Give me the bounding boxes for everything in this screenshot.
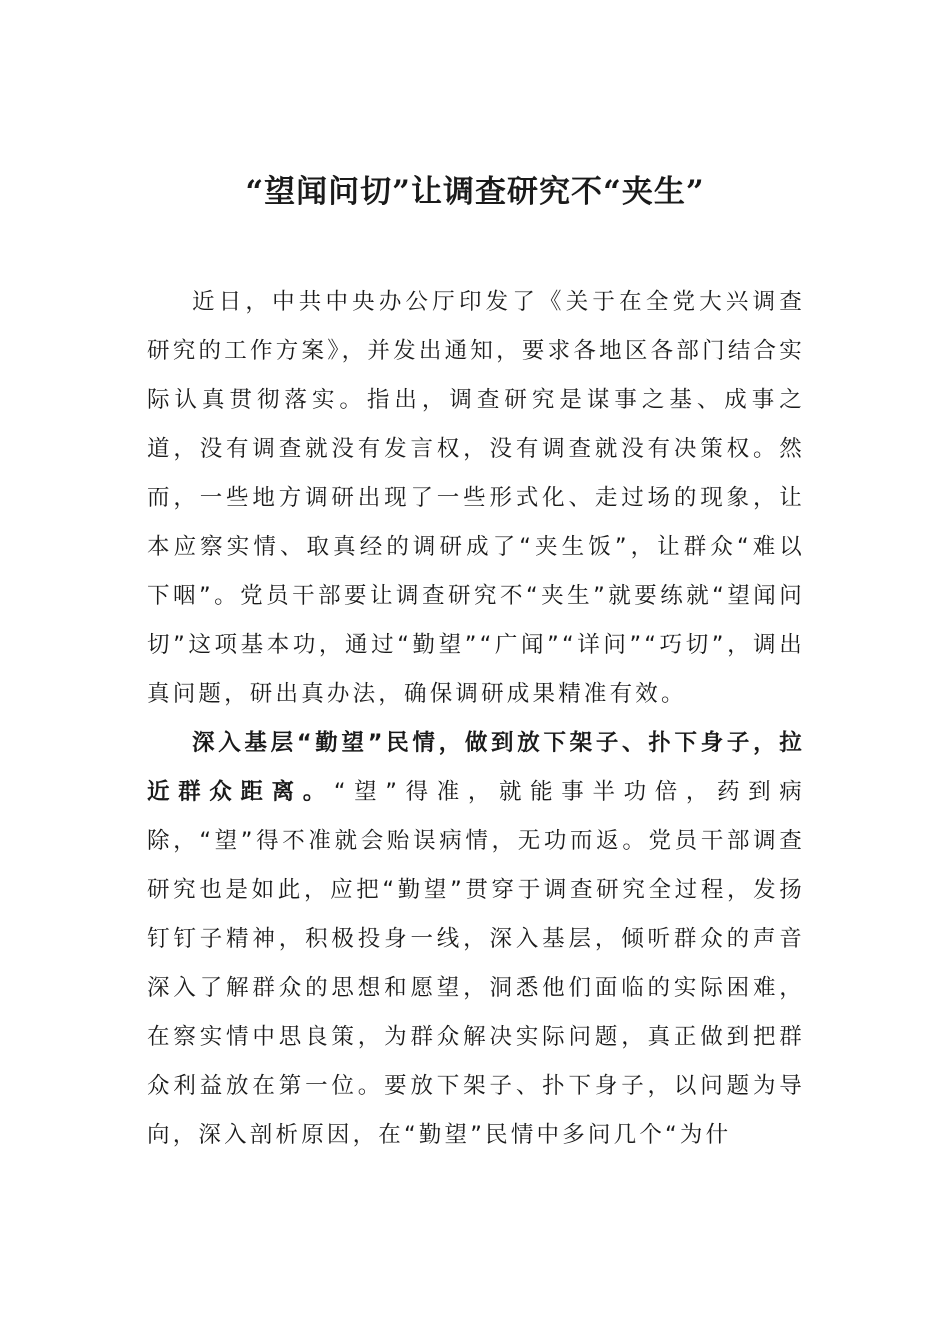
paragraph-lead: 深入基层“勤望”民情，做到放下架子、扑下身子，拉近群众距离。 — [147, 730, 805, 805]
paragraph-text: “望”得准，就能事半功倍，药到病除，“望”得不准就会贻误病情，无功而返。党员干部调查研究也是如此，应把“勤望”贯穿于调查研究全过程，发扬钉钉子精神，积极投身一线，深入基层，倾听群众的声音深入了解群众的思想和愿望，洞悉他们面临的实际困难，在察实情中思良策，为群众解决实际问题，真正做到把群众利益放在第一位。要放下架子、扑下身子，以问题为导向，深入剖析原因，在“勤望”民情中多问几个“为什 — [147, 779, 806, 1148]
paragraph-text: 近日，中共中央办公厅印发了《关于在全党大兴调查研究的工作方案》，并发出通知，要求各地区各部门结合实际认真贯彻落实。指出，调查研究是谋事之基、成事之道，没有调查就没有发言权，没有调查就没有决策权。然而，一些地方调研出现了一些形式化、走过场的现象，让本应察实情、取真经的调研成了“夹生饭”，让群众“难以下咽”。党员干部要让调查研究不“夹生”就要练就“望闻问切”这项基本功，通过“勤望”“广闻”“详问”“巧切”，调出真问题，研出真办法，确保调研成果精准有效。 — [147, 289, 805, 707]
paragraph-qinwang — [147, 719, 805, 1160]
paragraph-intro — [147, 278, 805, 719]
document-title: “望闻问切”让调查研究不“夹生” — [245, 174, 705, 210]
document-body — [147, 278, 805, 1160]
